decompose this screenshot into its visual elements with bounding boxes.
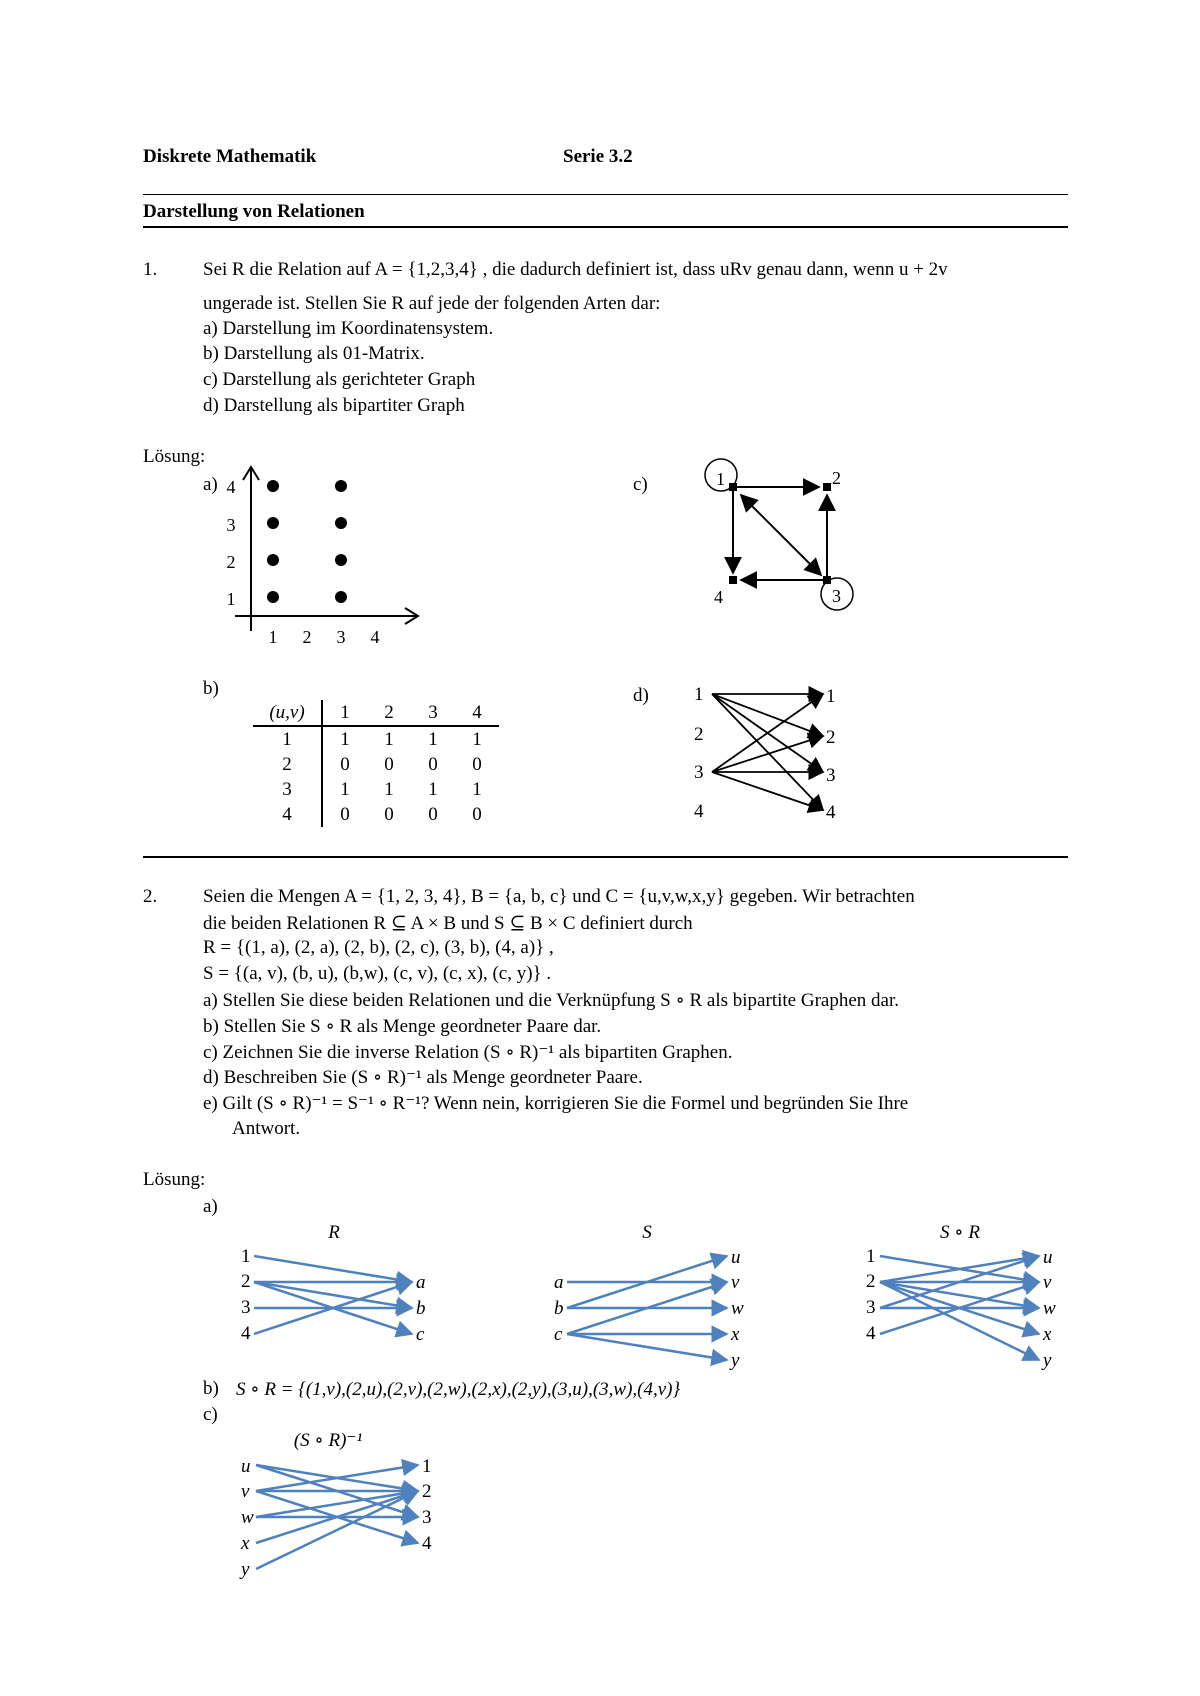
matrix-cell: 1 xyxy=(340,728,350,750)
left-node-4: 4 xyxy=(694,801,704,822)
exercise-1-item-c: c) Darstellung als gerichteter Graph xyxy=(203,369,476,390)
matrix-row-label: 3 xyxy=(253,777,322,802)
exercise-2-item-d: d) Beschreiben Sie (S ∘ R)⁻¹ als Menge geordneter Paare. xyxy=(203,1067,643,1088)
exercise-2-item-c: c) Zeichnen Sie die inverse Relation (S ∘ R)⁻¹ als bipartiten Graphen. xyxy=(203,1042,733,1063)
node-4-label: 4 xyxy=(714,587,723,607)
graph-R-title: R xyxy=(328,1222,340,1243)
exercise-1-number: 1. xyxy=(143,259,158,280)
solution-2a-label: a) xyxy=(203,1196,218,1217)
x-tick-2: 2 xyxy=(302,627,312,647)
y-tick-2: 2 xyxy=(226,552,236,572)
matrix-row-label: 4 xyxy=(253,802,322,827)
series-number: Serie 3.2 xyxy=(563,146,633,167)
exercise-2-item-e: e) Gilt (S ∘ R)⁻¹ = S⁻¹ ∘ R⁻¹? Wenn nein, korrigieren Sie die Formel und begründen Sie Ihre xyxy=(203,1093,909,1114)
graph-inv-left-v: v xyxy=(241,1481,250,1502)
matrix-cell: 1 xyxy=(384,728,394,750)
exercise-2-item-a: a) Stellen Sie diese beiden Relationen und die Verknüpfung S ∘ R als bipartite Graphen dar. xyxy=(203,990,899,1011)
graph-SR-left-2: 2 xyxy=(866,1271,876,1292)
graph-R-right-c: c xyxy=(416,1324,425,1345)
graph-SR-right-u: u xyxy=(1043,1247,1053,1268)
exercise-1-solution-label: Lösung: xyxy=(143,446,206,467)
inv-edge-y-2 xyxy=(256,1491,418,1569)
graph-inv-left-u: u xyxy=(241,1456,251,1477)
y-tick-3: 3 xyxy=(226,515,236,535)
matrix-col-header: 2 xyxy=(367,700,411,726)
graph-SR-right-y: y xyxy=(1043,1350,1052,1371)
matrix-cell: 0 xyxy=(384,753,394,775)
graph-inv-left-w: w xyxy=(241,1507,254,1528)
matrix-cell: 1 xyxy=(384,778,394,800)
matrix-cell: 1 xyxy=(428,778,438,800)
solution-1a-label: a) xyxy=(203,474,218,495)
exercise-2-line-1: Seien die Mengen A = {1, 2, 3, 4}, B = {a, b, c} und C = {u,v,w,x,y} gegeben. Wir betrachten xyxy=(203,886,915,907)
graph-SR-title: S ∘ R xyxy=(940,1222,980,1243)
graph-SR-right-x: x xyxy=(1043,1324,1052,1345)
matrix-cell: 0 xyxy=(384,803,394,825)
matrix-cell: 1 xyxy=(340,778,350,800)
matrix-cell: 0 xyxy=(472,803,482,825)
y-tick-4: 4 xyxy=(226,477,236,497)
x-tick-3: 3 xyxy=(336,627,346,647)
solution-2b-label: b) xyxy=(203,1378,219,1399)
graph-S-left-a: a xyxy=(554,1272,564,1293)
graph-S-right-v: v xyxy=(731,1272,740,1293)
graph-S-left-b: b xyxy=(554,1298,564,1319)
matrix-cell: 1 xyxy=(428,728,438,750)
graph-inv-right-3: 3 xyxy=(422,1507,432,1528)
right-node-3: 3 xyxy=(826,765,836,786)
graph-S-title: S xyxy=(642,1222,652,1243)
right-node-2: 2 xyxy=(826,727,836,748)
graph-SR-left-1: 1 xyxy=(866,1246,876,1267)
section-title: Darstellung von Relationen xyxy=(143,201,365,222)
graph-R-left-2: 2 xyxy=(241,1271,251,1292)
exercise-2-relation-S: S = {(a, v), (b, u), (b,w), (c, v), (c, x), (c, y)} . xyxy=(203,963,552,984)
matrix-row-label: 2 xyxy=(253,752,322,777)
solution-1b-label: b) xyxy=(203,678,219,699)
graph-inv-right-1: 1 xyxy=(422,1456,432,1477)
matrix-cell: 1 xyxy=(472,728,482,750)
node-2-label: 2 xyxy=(832,468,841,488)
graph-R-left-1: 1 xyxy=(241,1246,251,1267)
exercise-1-text-line-1: Sei R die Relation auf A = {1,2,3,4} , die dadurch definiert ist, dass uRv genau dann, wenn u + 2v xyxy=(203,259,948,280)
matrix-cell: 0 xyxy=(428,803,438,825)
matrix-col-header: 1 xyxy=(322,700,367,726)
exercise-1-text-line-2: ungerade ist. Stellen Sie R auf jede der folgenden Arten dar: xyxy=(203,293,661,314)
exercise-2-relation-R: R = {(1, a), (2, a), (2, b), (2, c), (3, b), (4, a)} , xyxy=(203,937,554,958)
graph-S-right-w: w xyxy=(731,1298,744,1319)
exercise-2-item-b: b) Stellen Sie S ∘ R als Menge geordneter Paare dar. xyxy=(203,1016,602,1037)
graph-R-left-4: 4 xyxy=(241,1323,251,1344)
exercise-1-item-d: d) Darstellung als bipartiter Graph xyxy=(203,395,465,416)
exercise-1-item-b: b) Darstellung als 01-Matrix. xyxy=(203,343,425,364)
left-node-3: 3 xyxy=(694,762,704,783)
left-node-2: 2 xyxy=(694,724,704,745)
solution-1c-label: c) xyxy=(633,474,648,495)
graph-SR-right-w: w xyxy=(1043,1298,1056,1319)
matrix-cell: 0 xyxy=(472,753,482,775)
graph-inv-right-2: 2 xyxy=(422,1481,432,1502)
x-tick-4: 4 xyxy=(370,627,380,647)
graph-SR-right-v: v xyxy=(1043,1272,1052,1293)
node-3-label: 3 xyxy=(832,586,841,606)
exercise-2-item-e-cont: Antwort. xyxy=(232,1118,301,1139)
graph-inv-title: (S ∘ R)⁻¹ xyxy=(293,1430,363,1451)
graph-R-left-3: 3 xyxy=(241,1297,251,1318)
graph-S-right-y: y xyxy=(731,1350,740,1371)
matrix-col-header: 4 xyxy=(455,700,499,726)
matrix-col-header: 3 xyxy=(411,700,455,726)
graph-R-right-b: b xyxy=(416,1298,426,1319)
matrix-row-label: 1 xyxy=(253,726,322,752)
exercise-2-line-2: die beiden Relationen R ⊆ A × B und S ⊆ B × C definiert durch xyxy=(203,913,693,934)
exercise-2-number: 2. xyxy=(143,886,158,907)
graph-inv-left-y: y xyxy=(241,1559,250,1580)
graph-SR-left-4: 4 xyxy=(866,1323,876,1344)
right-node-4: 4 xyxy=(826,802,836,823)
left-node-1: 1 xyxy=(694,684,704,705)
matrix-cell: 1 xyxy=(472,778,482,800)
graph-inv-right-4: 4 xyxy=(422,1533,432,1554)
node-1-label: 1 xyxy=(716,469,725,489)
y-tick-1: 1 xyxy=(226,589,236,609)
graph-inv-left-x: x xyxy=(241,1533,250,1554)
x-tick-1: 1 xyxy=(268,627,278,647)
right-node-1: 1 xyxy=(826,686,836,707)
matrix-cell: 0 xyxy=(340,803,350,825)
graph-SR-left-3: 3 xyxy=(866,1297,876,1318)
graph-S-left-c: c xyxy=(554,1324,563,1345)
graph-S-right-x: x xyxy=(731,1324,740,1345)
solution-2c-label: c) xyxy=(203,1404,218,1425)
solution-1d-label: d) xyxy=(633,685,649,706)
matrix-cell: 0 xyxy=(428,753,438,775)
graph-S-right-u: u xyxy=(731,1247,741,1268)
matrix-cell: 0 xyxy=(340,753,350,775)
exercise-2-solution-label: Lösung: xyxy=(143,1169,206,1190)
course-title: Diskrete Mathematik xyxy=(143,146,317,167)
matrix-corner: (u,v) xyxy=(253,700,322,726)
exercise-1-item-a: a) Darstellung im Koordinatensystem. xyxy=(203,318,494,339)
graph-R-right-a: a xyxy=(416,1272,426,1293)
solution-2b-answer: S ∘ R = {(1,v),(2,u),(2,v),(2,w),(2,x),(2,y),(3,u),(3,w),(4,v)} xyxy=(236,1379,681,1400)
